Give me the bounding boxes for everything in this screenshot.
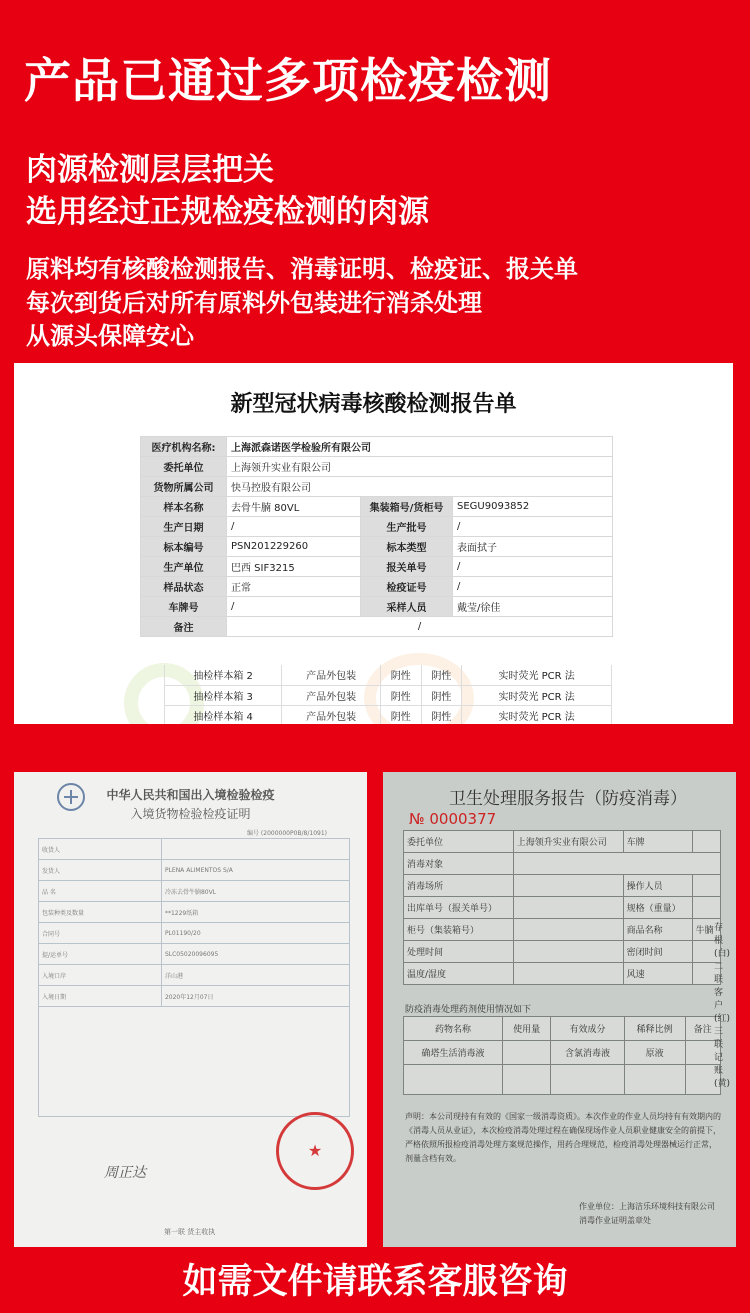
disinfection-header: 卫生处理服务报告（防疫消毒） [449, 789, 687, 809]
table-row: 抽检样本箱 2 产品外包装 阴性 阴性 实时荧光 PCR 法 [165, 665, 612, 685]
certificate-number: 编号 (2000000P0B/8/1091) [247, 830, 327, 837]
disinfection-note: 声明：本公司现持有有效的《国家一级消毒资质》。本次作业的作业人员均持有有效期内的《消毒人员从业证》，本次检疫消毒处理过程在确保现场作业人员职业健康安全的前提下，严格依照所报检疫消毒处理方案规范操作，用药合理规范，检疫消毒处理器械运行正常，剂量含档有效。 [405, 1112, 721, 1163]
drug-table [403, 1016, 721, 1095]
subtitle-1: 肉源检测层层把关 [26, 152, 274, 188]
copy-legend: 存根(白)二联客户(红)三联记账(黄) [714, 923, 731, 1089]
disinfection-footer: 作业单位：上海洁乐环境科技有限公司 消毒作业证明盖章处 [579, 1202, 715, 1225]
subtitle-2: 选用经过正规检疫检测的肉源 [26, 194, 429, 230]
table-row: 备注 / [141, 617, 613, 637]
report-table [140, 436, 613, 637]
disinfection-table [403, 830, 721, 985]
table-row: 确塔生活消毒液 含氯消毒液 原液 [404, 1041, 721, 1065]
table-row: 处理时间 密闭时间 [404, 941, 721, 963]
table-row: 品 名 冷冻去骨牛腩80VL [39, 881, 350, 902]
contact-cta: 如需文件请联系客服咨询 [182, 1262, 568, 1302]
certificate-subheader: 入境货物检验检疫证明 [130, 807, 251, 821]
table-row: 标本编号 PSN201229260 标本类型 表面拭子 [141, 537, 613, 557]
nucleic-acid-report [14, 363, 733, 724]
certificate-footer: 第一联 货主收执 [164, 1228, 216, 1236]
table-row: 入境日期 2020年12月07日 [39, 986, 350, 1007]
table-row: 合同号 PL01190/20 [39, 923, 350, 944]
table-row: 生产日期 / 生产批号 / [141, 517, 613, 537]
inspection-certificate-photo [14, 772, 367, 1247]
table-row: 抽检样本箱 4 产品外包装 阴性 阴性 实时荧光 PCR 法 [165, 705, 612, 724]
body-line-3: 从源头保障安心 [26, 322, 194, 350]
body-line-2: 每次到货后对所有原料外包装进行消杀处理 [26, 289, 482, 317]
table-row: 消毒场所 操作人员 [404, 875, 721, 897]
table-row: 消毒对象 [404, 853, 721, 875]
disinfection-report-photo [383, 772, 736, 1247]
table-row: 抽检样本箱 3 产品外包装 阴性 阴性 实时荧光 PCR 法 [165, 685, 612, 705]
table-row: 样本名称 去骨牛腩 80VL 集装箱号/货柜号 SEGU9093852 [141, 497, 613, 517]
table-row: 柜号（集装箱号） 商品名称 牛腩 [404, 919, 721, 941]
table-row: 出库单号（报关单号） 规格（重量） [404, 897, 721, 919]
table-row: 医疗机构名称: 上海派森诺医学检验所有限公司 [141, 437, 613, 457]
body-line-1: 原料均有核酸检测报告、消毒证明、检疫证、报关单 [26, 255, 578, 283]
table-row: 温度/湿度 风速 [404, 963, 721, 985]
table-row: 药物名称 使用量 有效成分 稀释比例 备注 [404, 1017, 721, 1041]
table-row: 委托单位 上海领升实业有限公司 车牌 [404, 831, 721, 853]
report-title: 新型冠状病毒核酸检测报告单 [230, 392, 517, 417]
table-row: 车牌号 / 采样人员 戴莹/徐佳 [141, 597, 613, 617]
certificate-table [38, 838, 350, 1117]
table-row [39, 1007, 350, 1117]
table-row: 生产单位 巴西 SIF3215 报关单号 / [141, 557, 613, 577]
signature: 周正达 [104, 1165, 146, 1181]
table-row: 提/运单号 SLC05020096095 [39, 944, 350, 965]
table-row [404, 1065, 721, 1095]
table-row: 收货人 [39, 839, 350, 860]
page-title: 产品已通过多项检疫检测 [24, 54, 552, 109]
certificate-header: 中华人民共和国出入境检验检疫 [106, 788, 275, 802]
table-row: 委托单位 上海领升实业有限公司 [141, 457, 613, 477]
official-stamp: ★ [276, 1112, 354, 1190]
table-row: 样品状态 正常 检疫证号 / [141, 577, 613, 597]
table-row: 货物所属公司 快马控股有限公司 [141, 477, 613, 497]
table-row: 包装种类及数量 **1229纸箱 [39, 902, 350, 923]
disinfection-number: № 0000377 [409, 810, 497, 828]
drug-section-title: 防疫消毒处理药剂使用情况如下 [405, 1005, 532, 1015]
table-row: 入境口岸 洋山港 [39, 965, 350, 986]
sample-results-table [164, 665, 612, 724]
table-row: 发货人 PLENA ALIMENTOS S/A [39, 860, 350, 881]
